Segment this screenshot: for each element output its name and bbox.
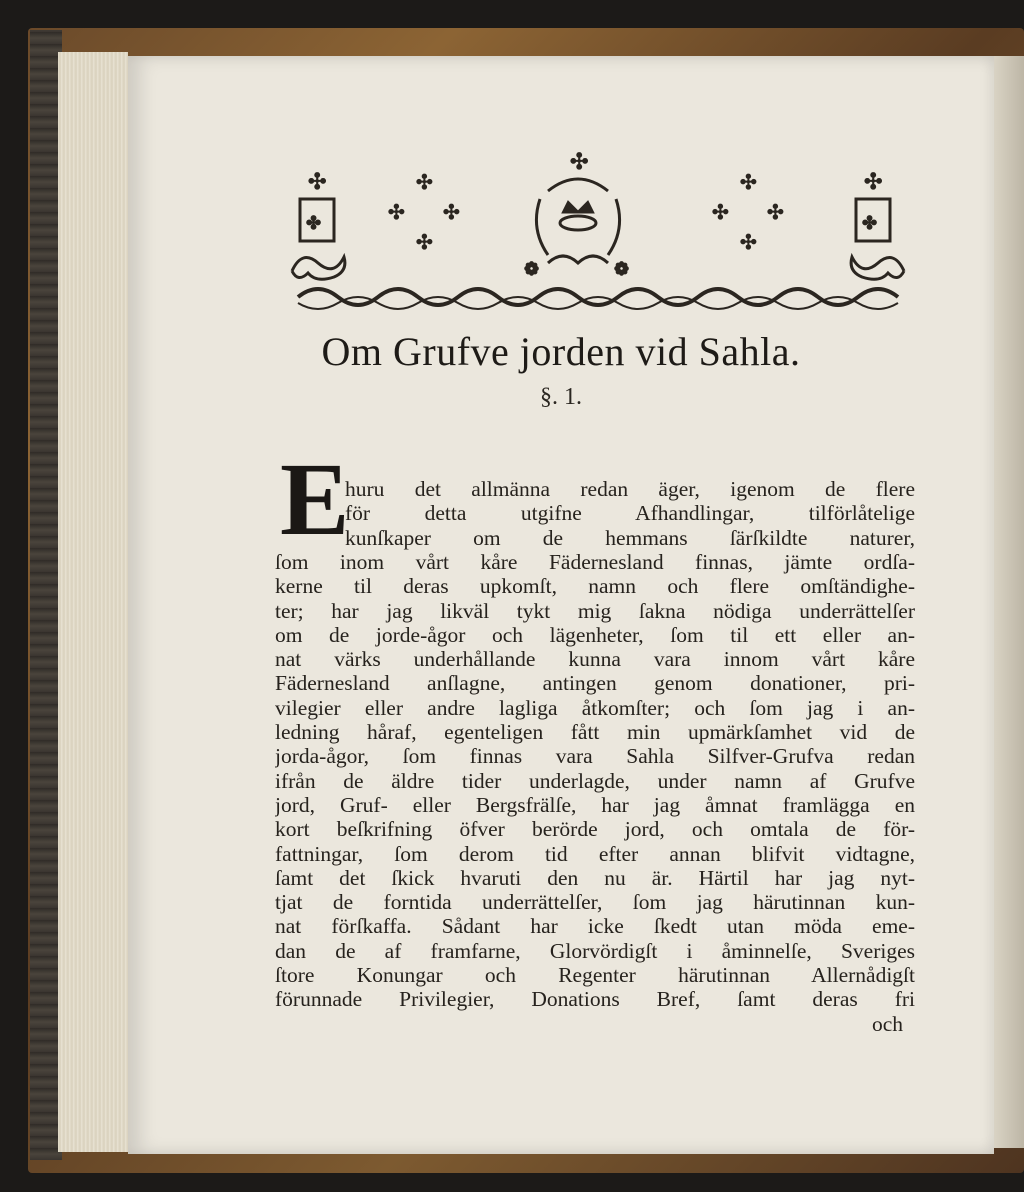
svg-text:✣: ✣ xyxy=(388,200,405,224)
svg-text:✣: ✣ xyxy=(443,200,460,224)
svg-text:❁: ❁ xyxy=(524,259,540,280)
text-line: kerne til deras upkomſt, namn och flere omſtändighe- xyxy=(275,574,915,599)
svg-text:✣: ✣ xyxy=(308,170,327,195)
text-line: nat värks underhållande kunna vara innom vårt kåre xyxy=(275,647,915,672)
text-line: jorda-ågor, ſom finnas vara Sahla Silfver-Grufva redan xyxy=(275,744,915,769)
text-line: om de jorde-ågor och lägenheter, ſom til ett eller an- xyxy=(275,622,915,647)
text-line: Fädernesland anſlagne, antingen genom donationer, pri- xyxy=(275,671,915,696)
text-line: dan de af framfarne, Glorvördigſt i åminnelſe, Sveriges xyxy=(275,938,915,963)
svg-text:✤: ✤ xyxy=(306,213,322,234)
page-heading: Om Grufve jorden vid Sahla. xyxy=(321,329,801,374)
text-line: ſamt det ſkick hvaruti den nu är. Härtil har jag nyt- xyxy=(275,865,915,890)
ornament-crown-emblem xyxy=(524,151,629,280)
text-line: kunſkaper om de hemmans ſärſkildte naturer, xyxy=(345,525,915,550)
svg-text:✣: ✣ xyxy=(740,170,757,194)
text-line: vilegier eller andre lagliga åtkomſter; och ſom jag i an- xyxy=(275,695,915,720)
text-line: ledning håraf, egenteligen fått min upmärkſamhet vid de xyxy=(275,720,915,744)
text-line: för detta utgifne Afhandlingar, tilförlåtelige xyxy=(345,501,915,526)
text-line: kort beſkrifning öfver berörde jord, och omtala de för- xyxy=(275,817,915,842)
svg-text:✣: ✣ xyxy=(416,230,433,254)
section-number: §. 1. xyxy=(540,384,582,410)
ornament-right-emblem xyxy=(851,170,904,279)
svg-text:✤: ✤ xyxy=(862,213,878,234)
text-line: huru det allmänna redan äger, igenom de flere xyxy=(345,477,915,501)
text-line: och xyxy=(872,1011,904,1036)
svg-text:✣: ✣ xyxy=(767,200,784,224)
svg-text:✣: ✣ xyxy=(740,230,757,254)
ornament-left-stars xyxy=(388,170,460,254)
page-right-edge xyxy=(994,56,1024,1148)
text-line: fattningar, ſom derom tid efter annan blifvit vidtagne, xyxy=(275,841,915,866)
text-line: ifrån de äldre tider underlagde, under namn af Grufve xyxy=(275,768,915,793)
text-line: jord, Gruf- eller Bergsfrälſe, har jag åmnat framlägga en xyxy=(275,792,915,817)
text-line: ſom inom vårt kåre Fädernesland finnas, jämte ordſa- xyxy=(275,549,915,574)
text-line: tjat de forntida underrättelſer, ſom jag härutinnan kun- xyxy=(275,890,915,915)
ornament-left-emblem xyxy=(292,170,345,279)
svg-text:✣: ✣ xyxy=(712,200,729,224)
drop-capital: E xyxy=(280,442,350,557)
text-line: förunnade Privilegier, Donations Bref, ſamt deras fri xyxy=(275,987,915,1012)
page-stack xyxy=(58,52,128,1152)
svg-text:❁: ❁ xyxy=(614,259,630,280)
text-line: ſtore Konungar och Regenter härutinnan Allernådigſt xyxy=(275,963,915,987)
svg-text:✣: ✣ xyxy=(864,170,883,195)
text-line: ter; har jag likväl tykt mig ſakna nödiga underrättelſer xyxy=(275,598,915,623)
svg-text:✣: ✣ xyxy=(570,151,589,175)
ornament-right-stars xyxy=(712,170,784,254)
text-line: nat förſkaffa. Sådant har icke ſkedt utan möda eme- xyxy=(275,914,915,939)
svg-text:✣: ✣ xyxy=(416,170,433,194)
